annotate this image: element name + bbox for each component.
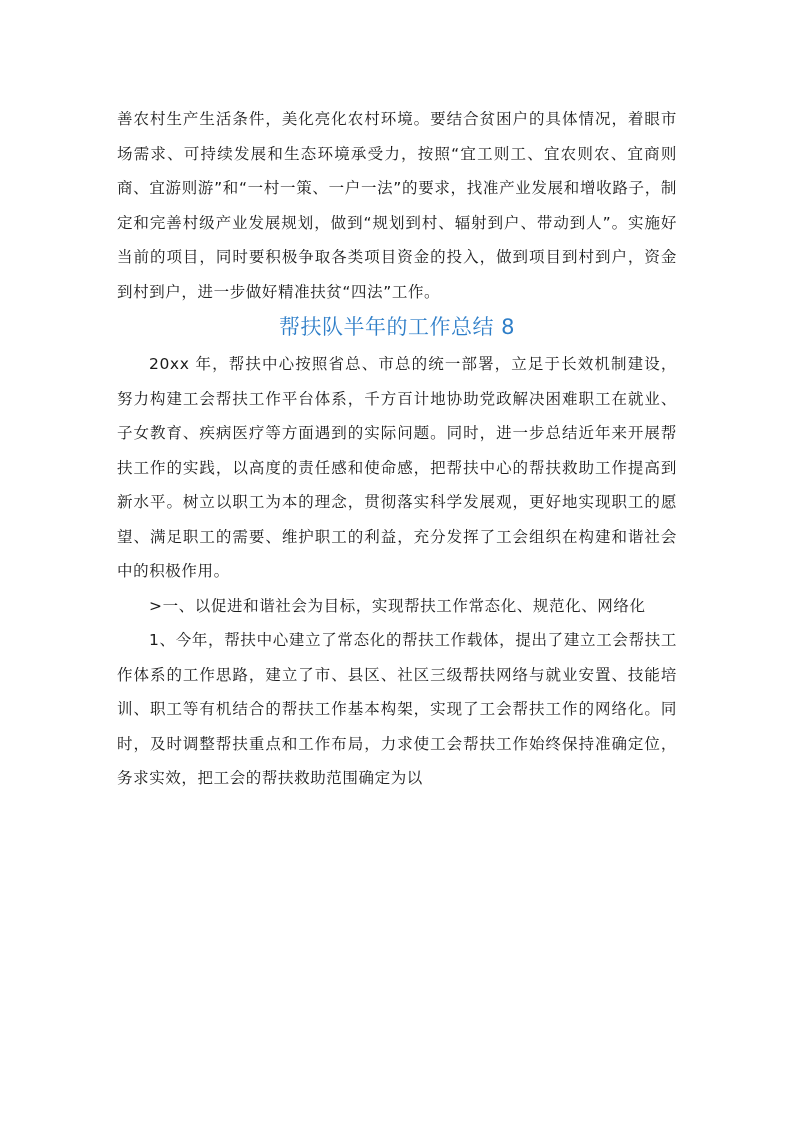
intro-paragraph: 善农村生产生活条件，美化亮化农村环境。要结合贫困户的具体情况，着眼市场需求、可持续发展和生态环境承受力，按照“宜工则工、宜农则农、宜商则商、宜游则游”和“一村一策、一户一法”的要求，找准产业发展和增收路子，制定和完善村级产业发展规划，做到“规划到村、辐射到户、带动到人”。实施好当前的项目，同时要积极争取各类项目资金的投入，做到项目到村到户，资金到村到户，进一步做好精准扶贫“四法”工作。 <box>117 110 677 301</box>
section-title: 帮扶队半年的工作总结 8 <box>278 315 516 339</box>
body-paragraph-2: 1、今年，帮扶中心建立了常态化的帮扶工作载体，提出了建立工会帮扶工作体系的工作思路，建立了市、县区、社区三级帮扶网络与就业安置、技能培训、职工等有机结合的帮扶工作基本构架，实现了工会帮扶工作的网络化。同时，及时调整帮扶重点和工作布局，力求使工会帮扶工作始终保持准确定位，务求实效，把工会的帮扶救助范围确定为以 <box>117 631 677 787</box>
section-heading-1: >一、以促进和谐社会为目标，实现帮扶工作常态化、规范化、网络化 <box>149 596 646 615</box>
document-page <box>117 102 677 796</box>
body-paragraph-1: 20xx 年，帮扶中心按照省总、市总的统一部署，立足于长效机制建设，努力构建工会帮扶工作平台体系，千方百计地协助党政解决困难职工在就业、子女教育、疾病医疗等方面遇到的实际问题。同时，进一步总结近年来开展帮扶工作的实践，以高度的责任感和使命感，把帮扶中心的帮扶救助工作提高到新水平。树立以职工为本的理念，贯彻落实科学发展观，更好地实现职工的愿望、满足职工的需要、维护职工的利益，充分发挥了工会组织在构建和谐社会中的积极作用。 <box>117 355 677 580</box>
